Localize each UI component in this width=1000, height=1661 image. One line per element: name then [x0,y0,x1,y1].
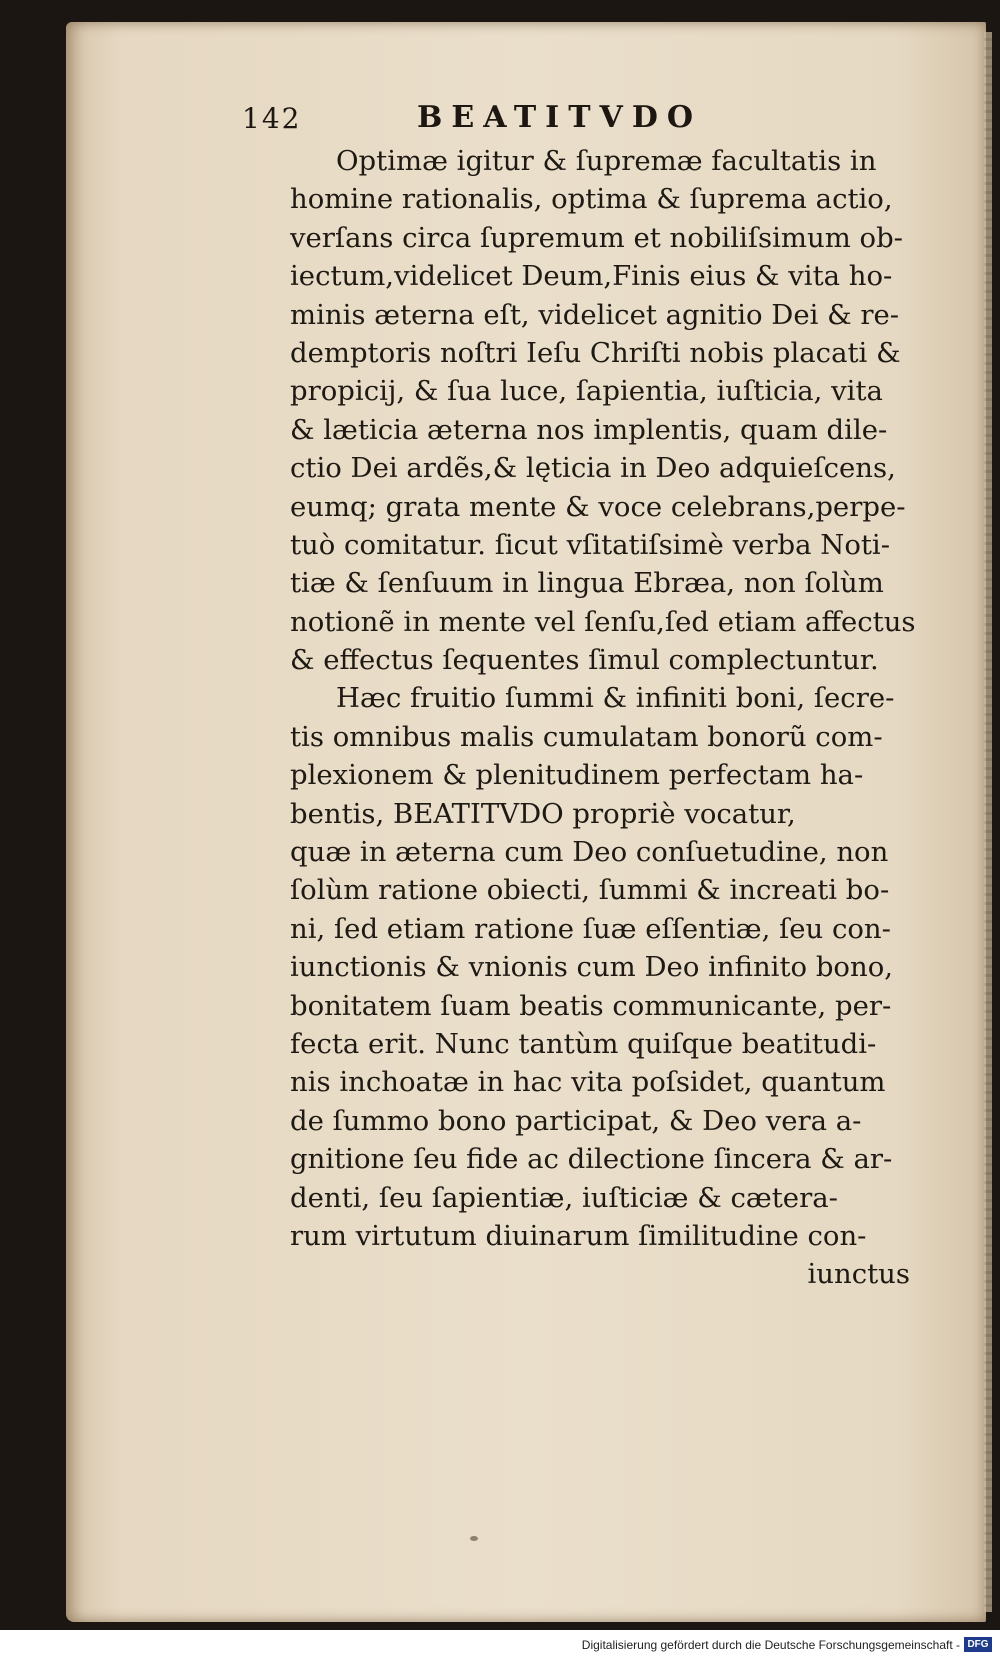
text-line: fecta erit. Nunc tantùm quiſque beatitudi- [290,1027,877,1060]
text-line: rum virtutum diuinarum ſimilitudine con- [290,1219,867,1252]
dfg-logo: DFG [964,1637,992,1652]
text-line: Optimæ igitur & ſupremæ facultatis in [336,145,877,177]
text-line: tiæ & ſenſuum in lingua Ebræa, non ſolùm [290,567,884,600]
text-line: ctio Dei ardẽs,& lęticia in Deo adquieſcens, [290,452,896,485]
text-line: propicij, & ſua luce, ſapientia, iuſticia, vita [290,375,883,408]
text-line: notionẽ in mente vel ſenſu,ſed etiam affectus [290,605,916,638]
text-line: nis inchoatæ in hac vita poſsidet, quantum [290,1066,886,1099]
text-line: iunctionis & vnionis cum Deo infinito bono, [290,951,893,984]
text-line: tis omnibus malis cumulatam bonorũ com- [290,720,883,753]
text-line: iectum,videlicet Deum,Finis eius & vita ho- [290,260,893,293]
text-line: plexionem & plenitudinem perfectam ha- [290,759,864,792]
funding-credit: Digitalisierung gefördert durch die Deutsche Forschungsgemeinschaft - [581,1638,960,1652]
text-line: gnitione ſeu fide ac dilectione ſincera & ar- [290,1143,893,1176]
running-head [242,98,762,142]
text-line: minis æterna eſt, videlicet agnitio Dei & re- [290,298,900,331]
catchword: iunctus [807,1258,910,1291]
text-line: & effectus ſequentes ſimul complectuntur. [290,644,879,677]
ink-spot [470,1536,478,1541]
text-line: demptoris noſtri Ieſu Chriſti nobis placati & [290,336,901,369]
text-line: bonitatem ſuam beatis communicante, per- [290,989,892,1022]
body-text [290,142,920,1294]
text-line: verſans circa ſupremum et nobiliſsimum ob- [290,221,903,254]
text-line: Hæc fruitio ſummi & infiniti boni, ſecre- [336,682,895,715]
text-line: ni, ſed etiam ratione ſuæ eſſentiæ, ſeu con- [290,912,891,945]
text-line: bentis, BEATITVDO propriè vocatur, [290,797,796,830]
text-line: homine rationalis, optima & ſuprema actio, [290,183,893,216]
text-line: eumq; grata mente & voce celebrans,perpe- [290,490,906,523]
text-line: & læticia æterna nos implentis, quam dile- [290,413,888,446]
footer-bar [0,1630,1000,1661]
running-title: BEATITVDO [417,100,702,135]
text-line: tuò comitatur. ſicut vſitatiſsimè verba Noti- [290,528,891,561]
text-line: de ſummo bono participat, & Deo vera a- [290,1104,862,1137]
text-line: quæ in æterna cum Deo conſuetudine, non [290,836,889,869]
text-line: denti, ſeu ſapientiæ, iuſticiæ & cætera- [290,1181,838,1214]
page-number: 142 [242,102,302,135]
text-line: ſolùm ratione obiecti, ſummi & increati bo- [290,874,890,907]
page-edge [984,32,992,1612]
